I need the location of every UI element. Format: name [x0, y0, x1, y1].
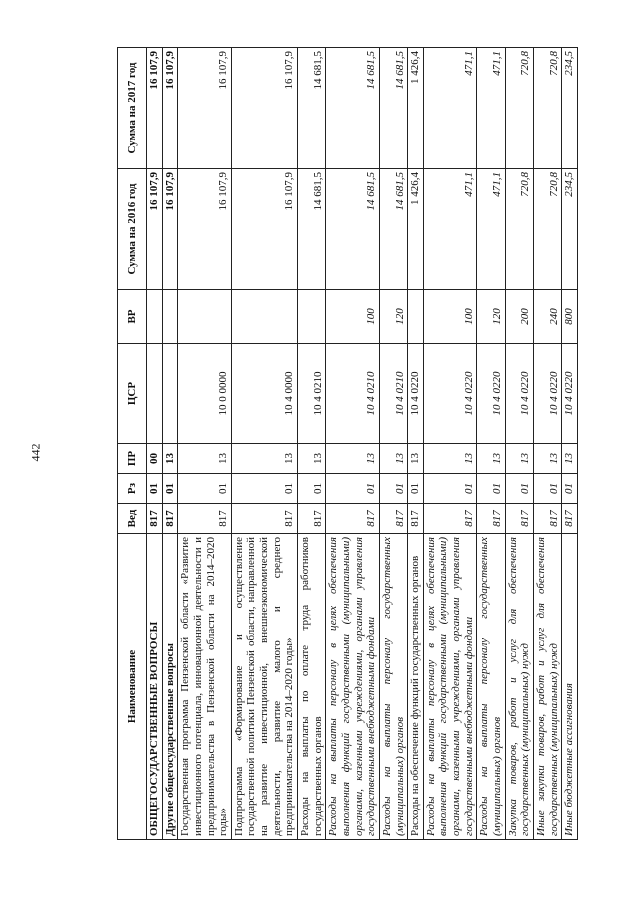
row-pr: 13 — [408, 444, 424, 474]
row-csr: 10 4 0210 — [298, 344, 326, 444]
row-vr: 240 — [533, 290, 561, 344]
row-sum-2016: 471,1 — [477, 169, 505, 290]
rotated-budget-table — [117, 48, 640, 840]
row-name: Расходы на выплаты по оплате труда работников государственных органов — [298, 534, 326, 840]
row-sum-2017: 471,1 — [423, 48, 477, 169]
row-rz: 01 — [231, 474, 297, 504]
table-row — [162, 48, 178, 840]
row-sum-2016: 14 681,5 — [326, 169, 380, 290]
row-rz: 01 — [162, 474, 178, 504]
row-vr: 100 — [326, 290, 380, 344]
row-rz: 01 — [298, 474, 326, 504]
row-vr — [162, 290, 178, 344]
row-csr: 10 4 0220 — [477, 344, 505, 444]
row-csr — [162, 344, 178, 444]
header-csr: ЦСР — [118, 344, 147, 444]
table-row — [147, 48, 163, 840]
row-sum-2017: 234,5 — [562, 48, 578, 169]
row-sum-2016: 1 426,4 — [408, 169, 424, 290]
row-sum-2017: 16 107,9 — [162, 48, 178, 169]
row-sum-2016: 16 107,9 — [147, 169, 163, 290]
row-sum-2017: 14 681,5 — [379, 48, 407, 169]
table-row — [231, 48, 297, 840]
page-number: 442 — [28, 443, 43, 462]
row-ved: 817 — [562, 504, 578, 534]
row-name: Другие общегосударственные вопросы — [162, 534, 178, 840]
row-sum-2017: 1 426,4 — [408, 48, 424, 169]
row-vr: 120 — [379, 290, 407, 344]
table-row — [423, 48, 477, 840]
header-pr: ПР — [118, 444, 147, 474]
row-csr: 10 0 0000 — [178, 344, 232, 444]
row-pr: 13 — [162, 444, 178, 474]
row-ved: 817 — [147, 504, 163, 534]
row-name: Расходы на выплаты персоналу в целях обеспечения выполнения функций государственными (муниципальными) органами, казенными учреждениями, органами управления государственными внебюджетными фондами — [423, 534, 477, 840]
row-vr — [298, 290, 326, 344]
row-vr — [178, 290, 232, 344]
row-sum-2016: 14 681,5 — [379, 169, 407, 290]
row-pr: 13 — [326, 444, 380, 474]
row-ved: 817 — [408, 504, 424, 534]
row-rz: 01 — [326, 474, 380, 504]
row-pr: 13 — [423, 444, 477, 474]
row-name: Иные закупки товаров, работ и услуг для обеспечения государственных (муниципальных) нужд — [533, 534, 561, 840]
row-rz: 01 — [533, 474, 561, 504]
row-vr: 100 — [423, 290, 477, 344]
table-header-row — [118, 48, 147, 840]
row-csr: 10 4 0210 — [379, 344, 407, 444]
header-sum-2016: Сумма на 2016 год — [118, 169, 147, 290]
row-rz: 01 — [562, 474, 578, 504]
row-vr: 800 — [562, 290, 578, 344]
table-row — [562, 48, 578, 840]
table-body — [147, 48, 578, 840]
header-sum-2017: Сумма на 2017 год — [118, 48, 147, 169]
row-sum-2016: 16 107,9 — [178, 169, 232, 290]
row-ved: 817 — [477, 504, 505, 534]
row-ved: 817 — [162, 504, 178, 534]
row-csr: 10 4 0220 — [533, 344, 561, 444]
row-pr: 13 — [178, 444, 232, 474]
row-pr: 13 — [231, 444, 297, 474]
header-rz: Рз — [118, 474, 147, 504]
row-sum-2016: 16 107,9 — [162, 169, 178, 290]
row-pr: 13 — [477, 444, 505, 474]
row-ved: 817 — [533, 504, 561, 534]
row-rz: 01 — [505, 474, 533, 504]
row-vr — [231, 290, 297, 344]
header-name: Наименование — [118, 534, 147, 840]
row-csr: 10 4 0220 — [562, 344, 578, 444]
row-name: Расходы на обеспечение функций государственных органов — [408, 534, 424, 840]
table-row — [326, 48, 380, 840]
row-pr: 00 — [147, 444, 163, 474]
row-csr: 10 4 0220 — [408, 344, 424, 444]
table-row — [477, 48, 505, 840]
table-row — [505, 48, 533, 840]
row-sum-2016: 720,8 — [533, 169, 561, 290]
row-vr — [147, 290, 163, 344]
table-row — [178, 48, 232, 840]
row-ved: 817 — [298, 504, 326, 534]
row-sum-2016: 234,5 — [562, 169, 578, 290]
row-sum-2017: 14 681,5 — [326, 48, 380, 169]
row-pr: 13 — [298, 444, 326, 474]
row-csr — [147, 344, 163, 444]
row-pr: 13 — [562, 444, 578, 474]
row-sum-2016: 16 107,9 — [231, 169, 297, 290]
row-name: Закупка товаров, работ и услуг для обеспечения государственных (муниципальных) нужд — [505, 534, 533, 840]
row-ved: 817 — [505, 504, 533, 534]
row-name: Подпрограмма «Формирование и осуществление государственной политики Пензенской области, направленной на развитие инвестиционной, внешнеэкономической деятельности, развитие малого и среднего предпринимательства на 2014–2020 годы» — [231, 534, 297, 840]
table-row — [298, 48, 326, 840]
row-csr: 10 4 0220 — [505, 344, 533, 444]
row-sum-2017: 14 681,5 — [298, 48, 326, 169]
row-pr: 13 — [533, 444, 561, 474]
row-csr: 10 4 0220 — [423, 344, 477, 444]
row-rz: 01 — [423, 474, 477, 504]
row-vr — [408, 290, 424, 344]
row-ved: 817 — [379, 504, 407, 534]
row-ved: 817 — [178, 504, 232, 534]
row-ved: 817 — [423, 504, 477, 534]
row-rz: 01 — [147, 474, 163, 504]
row-name: Расходы на выплаты персоналу государственных (муниципальных) органов — [477, 534, 505, 840]
row-csr: 10 4 0000 — [231, 344, 297, 444]
row-sum-2017: 16 107,9 — [147, 48, 163, 169]
row-name: Иные бюджетные ассигнования — [562, 534, 578, 840]
row-pr: 13 — [505, 444, 533, 474]
row-rz: 01 — [408, 474, 424, 504]
table-row — [533, 48, 561, 840]
row-rz: 01 — [379, 474, 407, 504]
row-name: Государственная программа Пензенской области «Развитие инвестиционного потенциала, инновационной деятельности и предпринимательства в Пензенской области на 2014–2020 годы» — [178, 534, 232, 840]
row-vr: 120 — [477, 290, 505, 344]
row-pr: 13 — [379, 444, 407, 474]
row-csr: 10 4 0210 — [326, 344, 380, 444]
header-vr: ВР — [118, 290, 147, 344]
header-ved: Вед — [118, 504, 147, 534]
row-sum-2017: 720,8 — [533, 48, 561, 169]
budget-table — [117, 47, 578, 840]
row-rz: 01 — [477, 474, 505, 504]
row-sum-2016: 14 681,5 — [298, 169, 326, 290]
row-rz: 01 — [178, 474, 232, 504]
row-sum-2017: 16 107,9 — [231, 48, 297, 169]
row-ved: 817 — [231, 504, 297, 534]
table-row — [408, 48, 424, 840]
table-row — [379, 48, 407, 840]
row-name: Расходы на выплаты персоналу государственных (муниципальных) органов — [379, 534, 407, 840]
row-vr: 200 — [505, 290, 533, 344]
row-sum-2016: 720,8 — [505, 169, 533, 290]
row-name: Расходы на выплаты персоналу в целях обеспечения выполнения функций государственными (муниципальными) органами, казенными учреждениями, органами управления государственными внебюджетными фондами — [326, 534, 380, 840]
row-name: ОБЩЕГОСУДАРСТВЕННЫЕ ВОПРОСЫ — [147, 534, 163, 840]
row-sum-2017: 471,1 — [477, 48, 505, 169]
row-sum-2016: 471,1 — [423, 169, 477, 290]
row-sum-2017: 16 107,9 — [178, 48, 232, 169]
row-sum-2017: 720,8 — [505, 48, 533, 169]
row-ved: 817 — [326, 504, 380, 534]
